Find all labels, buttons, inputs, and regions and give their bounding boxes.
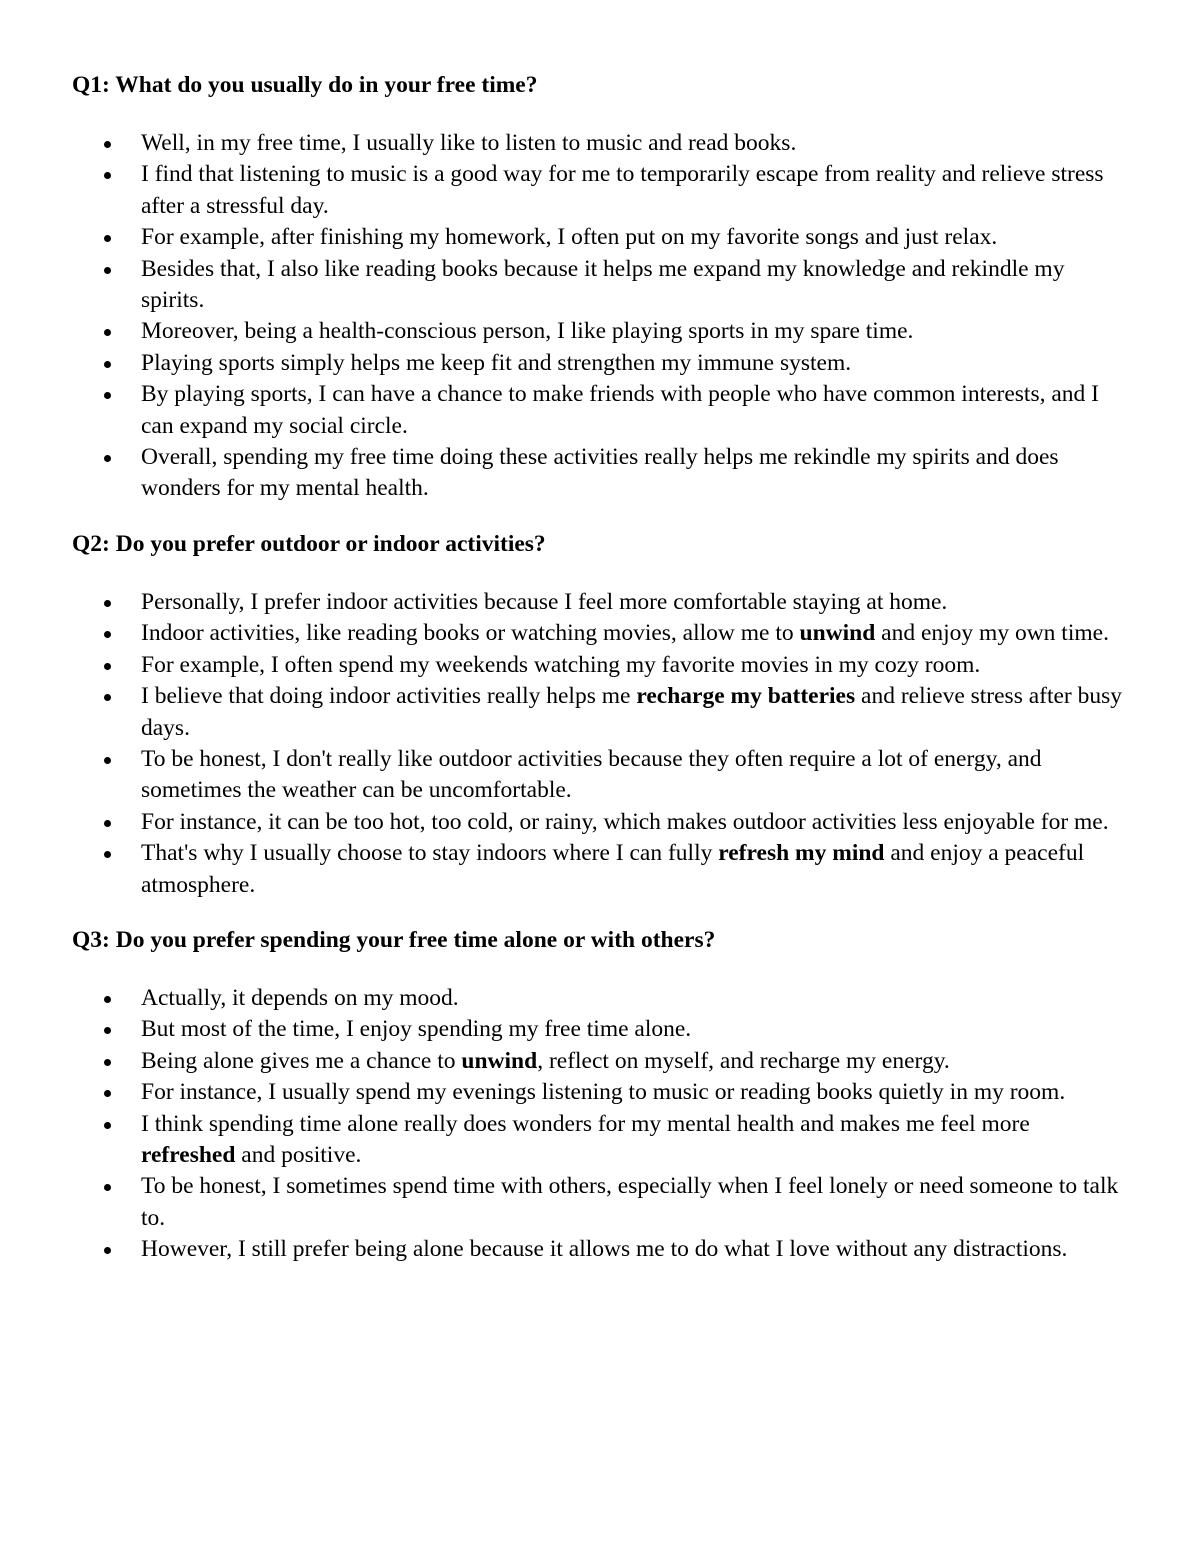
answer-text: I think spending time alone really does wonders for my mental health and makes me feel more	[141, 1110, 1030, 1137]
answer-list	[72, 983, 1130, 1266]
answer-text: Overall, spending my free time doing these activities really helps me rekindle my spirits and does wonders for my mental health.	[141, 444, 1059, 502]
section-q1	[72, 70, 1130, 505]
bullet-icon	[104, 694, 111, 701]
answer-item	[141, 1046, 1130, 1077]
answer-text: For example, after finishing my homework, I often put on my favorite songs and just relax.	[141, 224, 998, 251]
bullet-icon	[104, 600, 111, 607]
question-heading: Q1: What do you usually do in your free time?	[72, 72, 538, 98]
bullet-icon	[104, 361, 111, 368]
answer-text: I find that listening to music is a good way for me to temporarily escape from reality and relieve stress after a stressful day.	[141, 161, 1104, 219]
bullet-icon	[104, 996, 111, 1003]
answer-text: I believe that doing indoor activities really helps me	[141, 683, 637, 710]
key-phrase: recharge my batteries	[636, 683, 856, 710]
answer-item	[141, 379, 1130, 442]
answer-item	[141, 1234, 1130, 1265]
answer-item	[141, 254, 1130, 317]
bullet-icon	[104, 267, 111, 274]
bullet-icon	[104, 1059, 111, 1066]
question-heading: Q2: Do you prefer outdoor or indoor activities?	[72, 530, 546, 557]
bullet-icon	[104, 1122, 111, 1129]
answer-item	[141, 807, 1130, 838]
bullet-icon	[104, 757, 111, 764]
bullet-icon	[104, 820, 111, 827]
answer-text: and positive.	[235, 1141, 362, 1168]
answer-text: But most of the time, I enjoy spending my free time alone.	[141, 1016, 692, 1043]
answer-item	[141, 1077, 1130, 1108]
bullet-icon	[104, 172, 111, 179]
section-q2	[72, 529, 1130, 901]
answer-text: and enjoy my own time.	[875, 620, 1109, 647]
bullet-icon	[104, 1247, 111, 1254]
answer-item	[141, 316, 1130, 347]
bullet-icon	[104, 851, 111, 858]
answer-item	[141, 650, 1130, 681]
answer-item	[141, 1109, 1130, 1172]
bullet-icon	[104, 392, 111, 399]
bullet-icon	[104, 1090, 111, 1097]
answer-text: By playing sports, I can have a chance to make friends with people who have common interests, and I can expand my social circle.	[141, 381, 1099, 439]
answer-list	[72, 128, 1130, 505]
answer-text: For instance, it can be too hot, too cold, or rainy, which makes outdoor activities less enjoyable for me.	[141, 808, 1109, 835]
answer-text: , reflect on myself, and recharge my energy.	[537, 1047, 950, 1074]
answer-text: Indoor activities, like reading books or watching movies, allow me to	[141, 620, 800, 647]
bullet-icon	[104, 1184, 111, 1191]
answer-list	[72, 587, 1130, 901]
bullet-icon	[104, 663, 111, 670]
answer-item	[141, 681, 1130, 744]
answer-text: and enjoy a peaceful atmosphere.	[141, 840, 1085, 898]
key-phrase: unwind	[799, 620, 876, 647]
answer-item	[141, 222, 1130, 253]
bullet-icon	[104, 455, 111, 462]
answer-text: Moreover, being a health-conscious person, I like playing sports in my spare time.	[141, 318, 914, 345]
answer-text: Personally, I prefer indoor activities because I feel more comfortable staying at home.	[141, 588, 948, 615]
bullet-icon	[104, 631, 111, 638]
answer-text: Besides that, I also like reading books because it helps me expand my knowledge and rekindle my spirits.	[141, 255, 1065, 314]
answer-text: Actually, it depends on my mood.	[141, 984, 459, 1011]
answer-item	[141, 618, 1130, 649]
answer-text: That's why I usually choose to stay indoors where I can fully	[141, 840, 719, 867]
answer-item	[141, 838, 1130, 901]
section-q3	[72, 925, 1130, 1266]
answer-text: For instance, I usually spend my evenings listening to music or reading books quietly in my room.	[141, 1079, 1066, 1106]
key-phrase: refresh my mind	[718, 840, 885, 867]
answer-text: For example, I often spend my weekends watching my favorite movies in my cozy room.	[141, 651, 981, 678]
answer-item	[141, 1171, 1130, 1234]
answer-text: Playing sports simply helps me keep fit and strengthen my immune system.	[141, 349, 852, 376]
answer-item	[141, 1014, 1130, 1045]
key-phrase: refreshed	[141, 1141, 236, 1168]
answer-item	[141, 348, 1130, 379]
bullet-icon	[104, 235, 111, 242]
bullet-icon	[104, 1027, 111, 1034]
question-heading: Q3: Do you prefer spending your free time alone or with others?	[72, 926, 716, 953]
answer-text: Being alone gives me a chance to	[141, 1047, 462, 1074]
answer-text: Well, in my free time, I usually like to listen to music and read books.	[141, 130, 797, 156]
answer-item	[141, 128, 1130, 159]
key-phrase: unwind	[461, 1047, 538, 1074]
answer-item	[141, 744, 1130, 807]
answer-item	[141, 983, 1130, 1014]
answer-text: To be honest, I sometimes spend time with others, especially when I feel lonely or need someone to talk to.	[141, 1173, 1119, 1231]
answer-item	[141, 442, 1130, 505]
answer-text: However, I still prefer being alone because it allows me to do what I love without any distractions.	[141, 1236, 1068, 1263]
bullet-icon	[104, 141, 111, 148]
answer-text: and relieve stress after busy days.	[141, 683, 1123, 741]
answer-item	[141, 159, 1130, 222]
answer-text: To be honest, I don't really like outdoor activities because they often require a lot of energy, and sometimes the weather can be uncomfortable.	[141, 745, 1042, 804]
bullet-icon	[104, 329, 111, 336]
answer-item	[141, 587, 1130, 618]
